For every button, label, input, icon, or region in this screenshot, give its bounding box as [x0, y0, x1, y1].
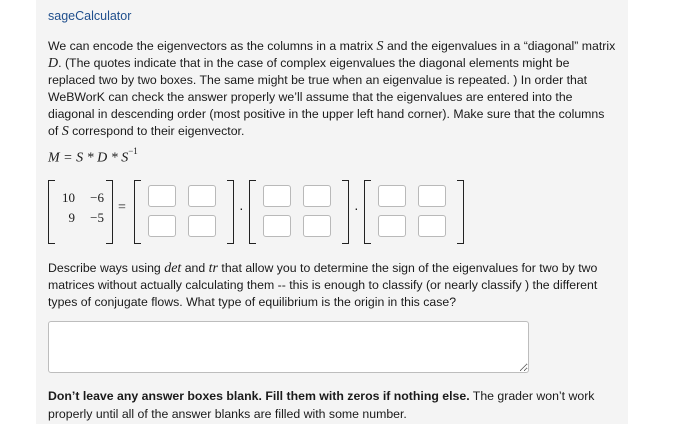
warning-rest-text: The grader won’t work properly until all of the answer blanks are filled with some number.	[48, 389, 595, 421]
describe-text-3: that allow you to determine the sign of the eigenvalues for two by two matrices without actually calculating them -- this is enough to classify (or nearly classify ) the different types of conjugate flows. What type of equilibrium is the origin in this case?	[48, 261, 598, 309]
equilibrium-answer-textarea[interactable]	[48, 321, 529, 373]
d-matrix-r2c1-input[interactable]	[263, 215, 291, 237]
s-matrix-r1c2-input[interactable]	[188, 185, 216, 207]
warning-bold-text: Don’t leave any answer boxes blank. Fill them with zeros if nothing else.	[48, 389, 470, 403]
given-matrix-left-bracket	[48, 180, 55, 244]
s-matrix-left-bracket	[134, 180, 141, 244]
given-matrix-col-1	[57, 188, 75, 228]
given-r2c2: −5	[90, 210, 104, 225]
s-matrix-r1c1-input[interactable]	[148, 185, 176, 207]
s-inverse-r1c2-input[interactable]	[418, 185, 446, 207]
describe-text-1: Describe ways using	[48, 261, 165, 275]
decomposition-formula	[48, 148, 138, 167]
given-matrix-col-2	[84, 188, 104, 228]
intro-text-1: We can encode the eigenvectors as the columns in a matrix	[48, 39, 377, 53]
multiply-dot-1: ·	[239, 200, 244, 216]
warning-note	[48, 387, 623, 423]
d-matrix-r1c2-input[interactable]	[303, 185, 331, 207]
s-matrix-r2c2-input[interactable]	[188, 215, 216, 237]
given-r2c1: 9	[68, 210, 75, 225]
symbol-d: D	[48, 56, 59, 71]
symbol-det: det	[164, 261, 182, 276]
equals-sign: =	[118, 200, 126, 215]
symbol-s: S	[376, 39, 384, 54]
given-matrix-right-bracket	[106, 180, 113, 244]
s-inverse-r2c1-input[interactable]	[378, 215, 406, 237]
intro-text-4: correspond to their eigenvector.	[68, 124, 245, 138]
matrix-equation	[48, 180, 478, 242]
d-matrix-right-bracket	[342, 180, 349, 244]
formula-left: M = S * D * S	[48, 150, 129, 166]
d-matrix-r1c1-input[interactable]	[263, 185, 291, 207]
s-inverse-matrix-right-bracket	[457, 180, 464, 244]
formula-exponent: −1	[128, 146, 138, 156]
intro-paragraph	[48, 38, 618, 140]
symbol-tr: tr	[208, 261, 218, 276]
describe-text-2: and	[181, 261, 209, 275]
s-matrix-right-bracket	[227, 180, 234, 244]
intro-text-3: . (The quotes indicate that in the case of complex eigenvalues the diagonal elements might be replaced two by two boxes. The same might be true when an eigenvalue is repeated. ) In order that WeBWorK can check the answer properly we’ll assume that the eigenvalues are entered into the diagonal in descending order (most positive in the upper left hand corner). Make sure that the columns of	[48, 56, 605, 138]
symbol-s-2: S	[61, 124, 69, 139]
given-r1c1: 10	[62, 190, 75, 205]
problem-title: sageCalculator	[48, 9, 132, 23]
d-matrix-left-bracket	[249, 180, 256, 244]
d-matrix-r2c2-input[interactable]	[303, 215, 331, 237]
s-inverse-matrix-left-bracket	[364, 180, 371, 244]
s-matrix-r2c1-input[interactable]	[148, 215, 176, 237]
describe-paragraph	[48, 260, 618, 311]
multiply-dot-2: ·	[354, 200, 359, 216]
s-inverse-r2c2-input[interactable]	[418, 215, 446, 237]
intro-text-2: and the eigenvalues in a “diagonal” matrix	[383, 39, 616, 53]
s-inverse-r1c1-input[interactable]	[378, 185, 406, 207]
given-r1c2: −6	[90, 190, 104, 205]
